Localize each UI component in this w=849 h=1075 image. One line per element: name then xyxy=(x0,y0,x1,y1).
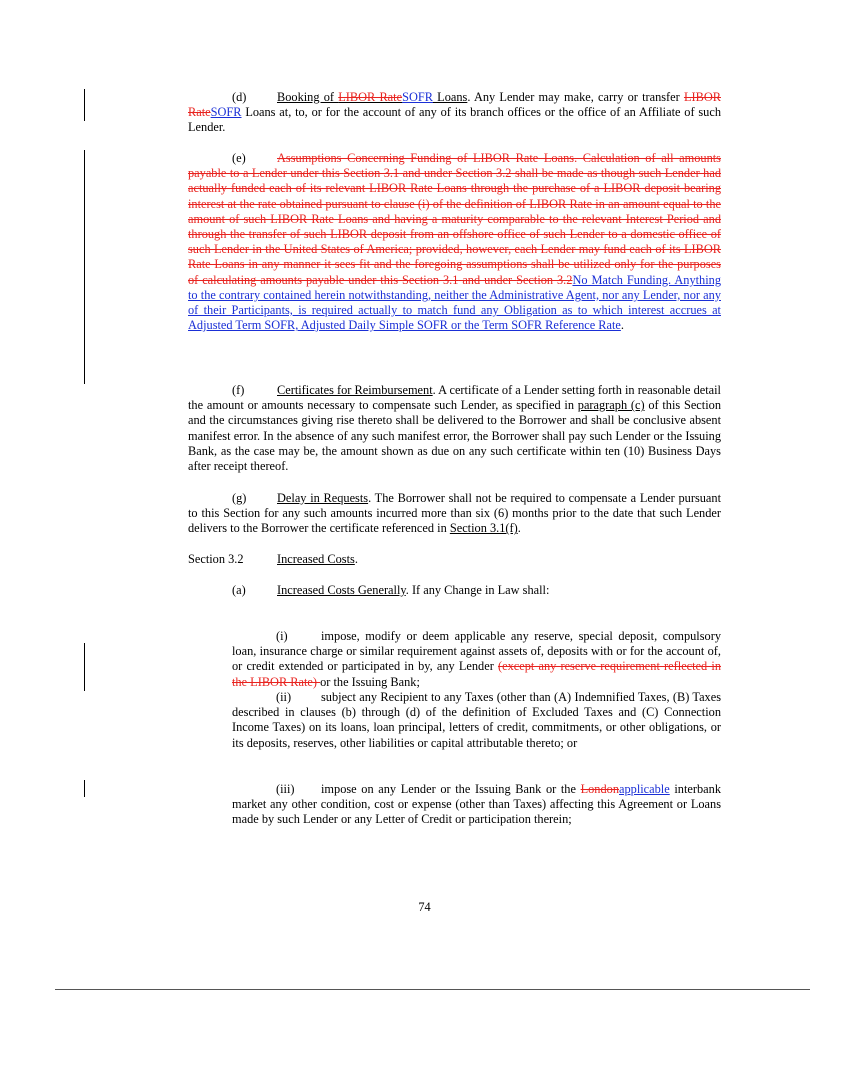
paragraph-e: (e) Assumptions Concerning Funding of LIBOR Rate Loans. Calculation of all amounts payable to a Lender under this Section 3.1 and under Section 3.2 shall be made as though such Lender had actually funded each of its relevant LIBOR Rate Loans through the purchase of a LIBOR deposit bearing interest at the rate obtained pursuant to clause (i) of the definition of LIBOR Rate in an amount equal to the amount of such LIBOR Rate Loans and having a maturity comparable to the relevant Interest Period and through the transfer of such LIBOR deposit from an offshore office of such Lender to a domestic office of such Lender in the United States of America; provided, however, each Lender may fund each of its LIBOR Rate Loans in any manner it sees fit and the foregoing assumptions shall be utilized only for the purposes of calculating amounts payable under this Section 3.1 and under Section 3.2No Match Funding. Anything to the contrary contained herein notwithstanding, neither the Administrative Agent, nor any Lender, nor any of their Participants, is required actually to match fund any Obligation as to which interest accrues at Adjusted Term SOFR, Adjusted Daily Simple SOFR or the Term SOFR Reference Rate. xyxy=(188,151,722,333)
change-bar-d xyxy=(84,89,85,121)
change-bar-e xyxy=(84,150,85,384)
inserted-text: No Match Funding. Anything to the contrary contained herein notwithstanding, neither the Administrative Agent, nor any Lender, nor any of their Participants, is required actually to match fund any Obligation as to which interest accrues at Adjusted Term SOFR, Adjusted Daily Simple SOFR or the Term SOFR Reference Rate xyxy=(188,272,721,333)
change-bar-i xyxy=(84,643,85,691)
cross-reference: Section 3.1(f) xyxy=(449,521,518,536)
footer-rule xyxy=(55,989,810,990)
paragraph-a: (a) Increased Costs Generally. If any Change in Law shall: xyxy=(232,583,550,597)
item-ii: (ii) subject any Recipient to any Taxes (other than (A) Indemnified Taxes, (B) Taxes described in clauses (b) through (d) of the definition of Excluded Taxes and (C) Connection Income Taxes) on its loans, loan principal, letters of credit, commitments, or other obligations, or its deposits, reserves, other liabilities or capital attributable thereto; or xyxy=(232,690,721,750)
item-ii-label: (ii) xyxy=(276,690,292,704)
section-title: Increased Costs xyxy=(277,552,355,566)
paragraph-g: (g) Delay in Requests. The Borrower shall not be required to compensate a Lender pursuant to this Section for any such amounts incurred more than six (6) months prior to the date that such Lender delivers to the Borrower the certificate referenced in Section 3.1(f). xyxy=(188,491,722,536)
paragraph-g-title: Delay in Requests xyxy=(277,491,369,505)
deleted-text: London xyxy=(580,782,619,796)
inserted-text: SOFR xyxy=(210,105,242,120)
paragraph-f-title: Certificates for Reimbursement xyxy=(277,383,433,397)
item-i-label: (i) xyxy=(276,629,288,643)
paragraph-a-title: Increased Costs Generally xyxy=(277,583,406,597)
paragraph-a-label: (a) xyxy=(232,583,246,597)
change-bar-iii xyxy=(84,780,85,797)
section-heading: Section 3.2 Increased Costs. xyxy=(188,552,358,566)
cross-reference: paragraph (c) xyxy=(577,398,645,413)
inserted-text: SOFR xyxy=(402,90,433,104)
deleted-text: (except any reserve requirement reflected in the LIBOR Rate) xyxy=(232,659,721,689)
inserted-text: applicable xyxy=(619,782,670,796)
paragraph-d-title: Booking of LIBOR RateSOFR Loans xyxy=(277,90,468,104)
paragraph-e-label: (e) xyxy=(232,151,246,165)
paragraph-d: (d) Booking of LIBOR RateSOFR Loans. Any Lender may make, carry or transfer LIBOR RateSOFR Loans at, to, or for the account of any of its branch offices or the office of an Affiliate of such Lender. xyxy=(188,90,721,135)
deleted-text: . Calculation of all amounts payable to a Lender under this xyxy=(188,151,721,181)
paragraph-f: (f) Certificates for Reimbursement. A certificate of a Lender setting forth in reasonable detail the amount or amounts necessary to compensate such Lender, as specified in paragraph (c) of this Section and the circumstances giving rise thereto shall be delivered to the Borrower and shall be conclusive absent manifest error. In the absence of any such manifest error, the Borrower shall pay such Lender or the Issuing Bank, as the case may be, the amount shown as due on any such certificate within ten (10) Business Days after receipt thereof. xyxy=(188,383,721,474)
item-iii: (iii) impose on any Lender or the Issuing Bank or the Londonapplicable interbank market any other condition, cost or expense (other than Taxes) affecting this Agreement or Loans made by such Lender or any Letter of Credit or participation therein; xyxy=(232,782,721,827)
deleted-text: LIBOR Rate xyxy=(338,90,403,104)
page-number: 74 xyxy=(418,900,431,914)
paragraph-f-label: (f) xyxy=(232,383,245,397)
item-i: (i) impose, modify or deem applicable any reserve, special deposit, compulsory loan, insurance charge or similar requirement against assets of, deposits with or for the account of, or credit extended or participated in by, any Lender (except any reserve requirement reflected in the LIBOR Rate) or the Issuing Bank; xyxy=(232,629,721,689)
paragraph-g-label: (g) xyxy=(232,491,247,505)
deleted-text: LIBOR Rate xyxy=(188,90,721,120)
deleted-title: Assumptions Concerning Funding of LIBOR Rate Loans xyxy=(277,151,575,165)
item-iii-label: (iii) xyxy=(276,782,295,796)
section-number: Section 3.2 xyxy=(188,552,244,566)
paragraph-d-label: (d) xyxy=(232,90,247,104)
